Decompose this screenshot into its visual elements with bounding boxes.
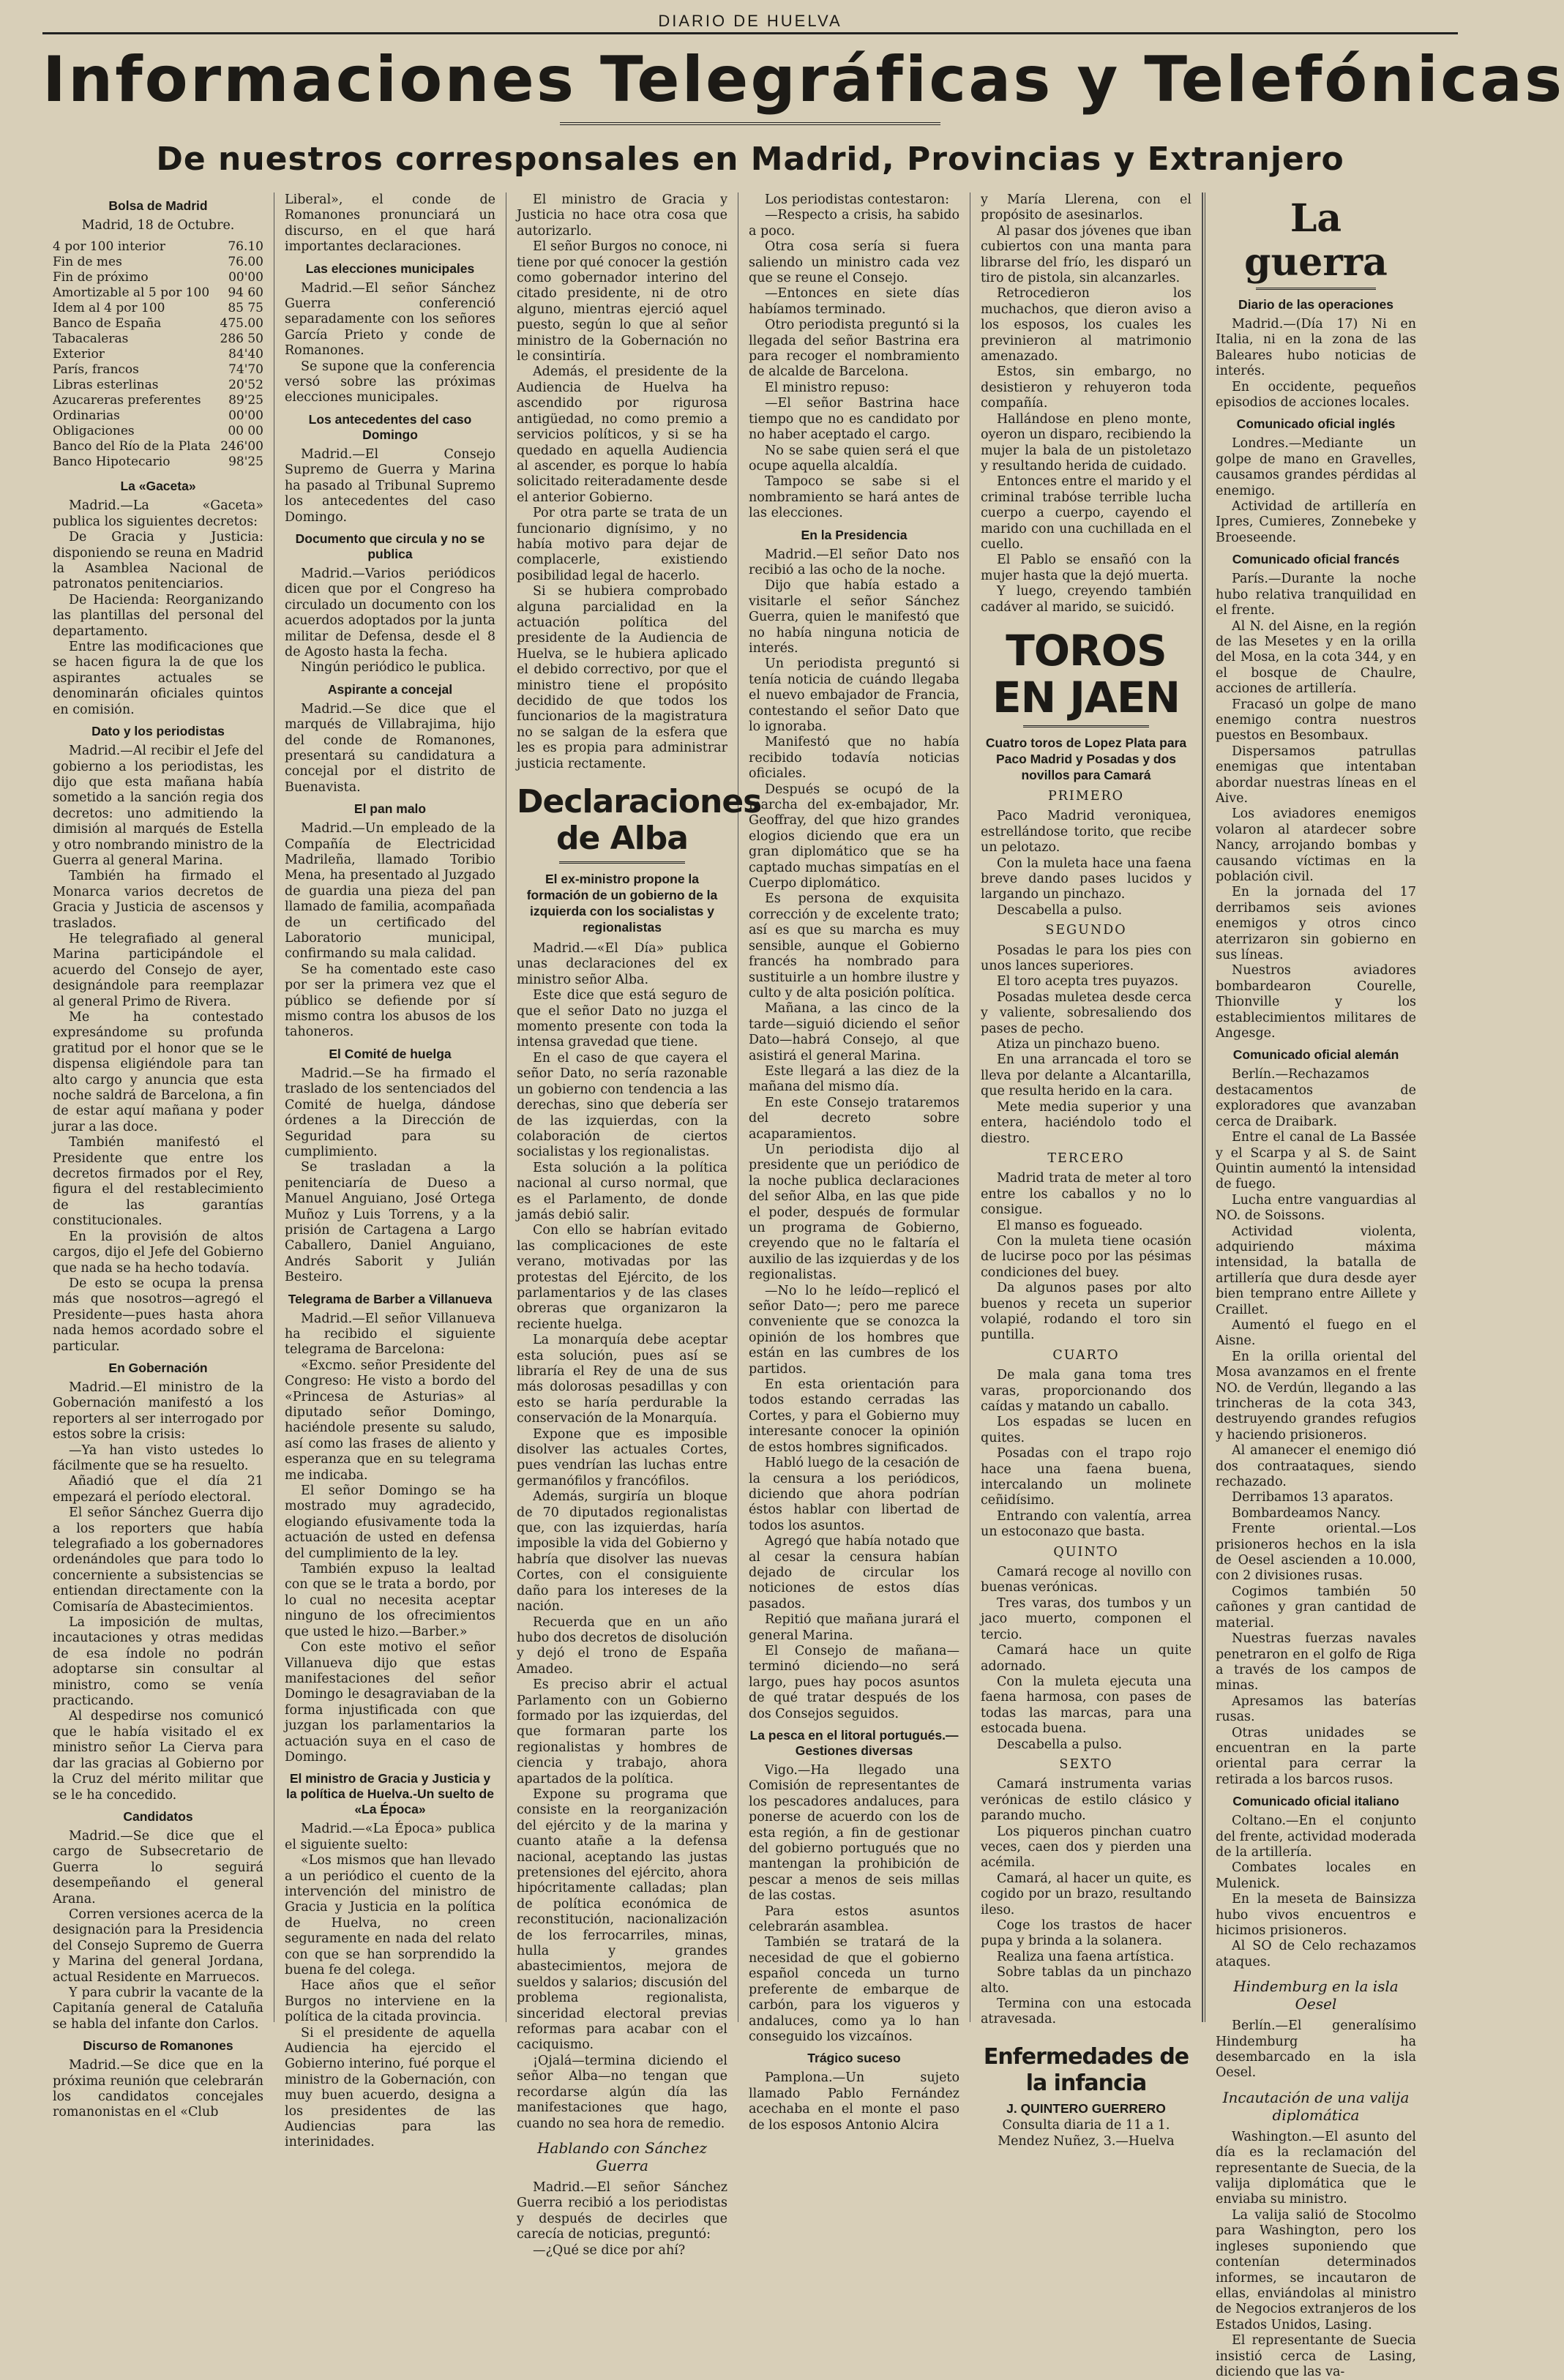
paragraph: Entre las modificaciones que se hacen figura la de que los aspirantes actuales se denominarán oficiales quintos en comisión.	[53, 640, 263, 717]
paragraph: El manso es fogueado.	[997, 1218, 1143, 1233]
market-row	[53, 285, 263, 301]
market-row	[53, 408, 263, 424]
paragraph: «Los mismos que han llevado a un periódico el cuento de la intervención del ministro de Gracia y Justicia en la política de Huelva, no creen seguramente en nada del relato con que se han sorprendido la buena fe del colega.	[285, 1853, 495, 1977]
paragraph: Entrando con valentía, arrea un estoconazo que basta.	[981, 1508, 1191, 1540]
paragraph: Madrid.—El señor Dato nos recibió a las ocho de la noche.	[749, 547, 959, 577]
section-title: Diario de las operaciones	[1238, 297, 1394, 312]
paragraph: —El señor Bastrina hace tiempo que no es candidato por no haber aceptado el cargo.	[749, 396, 959, 443]
article-headline: Declaraciones de Alba	[517, 783, 762, 858]
paragraph: Madrid trata de meter al toro entre los caballos y no lo consigue.	[981, 1171, 1191, 1218]
paragraph: Pamplona.—Un sujeto llamado Pablo Fernández acechaba en el monte el paso de los esposos Antonio Alcira	[749, 2070, 959, 2133]
column-4	[738, 192, 970, 2133]
paragraph: Y luego, creyendo también cadáver al marido, se suicidó.	[981, 584, 1191, 615]
paragraph: Madrid.—Se ha firmado el traslado de los sentenciados del Comité de huelga, dándose órdenes a la Dirección de Seguridad para su cumplimiento.	[285, 1066, 495, 1159]
market-security: Exterior	[53, 347, 105, 362]
advertisement-name: J. QUINTERO GUERRERO	[1006, 2100, 1166, 2116]
market-price: 00'00	[228, 408, 263, 424]
section-title: Las elecciones municipales	[305, 261, 475, 276]
paragraph: Mete media superior y una entera, haciéndolo todo el diestro.	[981, 1099, 1191, 1146]
market-price: 84'40	[228, 347, 263, 362]
paragraph: En este Consejo trataremos del decreto sobre acaparamientos.	[749, 1095, 959, 1142]
paragraph: Madrid.—Un empleado de la Compañía de Electricidad Madrileña, llamado Toribio Mena, ha presentado al Juzgado de guardia una pieza del pan llamado de familia, acompañada de un certificado del Laboratorio municipal, confirmando su mala calidad.	[285, 821, 495, 962]
paragraph: Si se hubiera comprobado alguna parcialidad en la actuación política del presidente de la Audiencia de Huelva, se le hubiera aplicado el debido correctivo, por que el ministro tiene el propósito decidido de que todos los funcionarios de la magistratura no se salgan de la esfera que les es propia para administrar justicia rectamente.	[517, 584, 727, 771]
paragraph: También manifestó el Presidente que entre los decretos firmados por el Rey, figura el del restablecimiento de las garantías constitucionales.	[53, 1135, 263, 1229]
article-deck: El ex-ministro propone la formación de un gobierno de la izquierda con los socialistas y regionalistas	[526, 872, 718, 935]
market-row	[53, 439, 263, 454]
section-label: SEGUNDO	[1045, 923, 1127, 938]
paragraph: Berlín.—El generalísimo Hindemburg ha desembarcado en la isla Oesel.	[1216, 2018, 1416, 2081]
market-row	[53, 270, 263, 285]
paragraph: Madrid.—El señor Villanueva ha recibido el siguiente telegrama de Barcelona:	[285, 1311, 495, 1358]
paragraph: Si el presidente de aquella Audiencia ha ejercido el Gobierno interino, fué porque el ministro de la Gobernación, con muy buen acuerdo, designa a los presidentes de las Audiencias para las interinidades.	[285, 2025, 495, 2150]
paragraph: Coge los trastos de hacer pupa y brinda a la solanera.	[981, 1918, 1191, 1949]
headline-rule	[1256, 288, 1376, 290]
section-title: Trágico suceso	[807, 2051, 901, 2066]
paragraph: Liberal», el conde de Romanones pronunciará un discurso, en el que hará importantes declaraciones.	[285, 192, 495, 255]
market-row	[53, 362, 263, 378]
paragraph: Los espadas se lucen en quites.	[981, 1415, 1191, 1445]
market-row	[53, 454, 263, 470]
paragraph: Madrid.—Al recibir el Jefe del gobierno a los periodistas, les dijo que esta mañana había sometido a la sanción regia dos decretos: uno admitiendo la dimisión al marqués de Estella y otro nombrando ministro de la Guerra al general Marina.	[53, 744, 263, 868]
section-title: Dato y los periodistas	[91, 724, 225, 739]
market-table	[53, 239, 263, 470]
paragraph: Combates locales en Mulenick.	[1216, 1860, 1416, 1891]
market-row	[53, 332, 263, 347]
market-price: 246'00	[220, 439, 263, 454]
paragraph: Tres varas, dos tumbos y un jaco muerto, componen el tercio.	[981, 1595, 1191, 1642]
paragraph: —Respecto a crisis, ha sabido a poco.	[749, 208, 959, 239]
paragraph: En la orilla oriental del Mosa avanzamos en el frente NO. de Verdún, llegando a las trincheras de la cota 343, destruyendo grandes refugios y haciendo prisioneros.	[1216, 1349, 1416, 1442]
market-security: Banco Hipotecario	[53, 454, 171, 470]
paragraph: Repitió que mañana jurará el general Marina.	[749, 1612, 959, 1643]
paragraph: Hallándose en pleno monte, oyeron un disparo, recibiendo la mujer la bala de un pistoletazo y resultando herida de cuidado.	[981, 411, 1191, 474]
paragraph: «Excmo. señor Presidente del Congreso: He visto a bordo del «Princesa de Asturias» al diputado señor Domingo, haciéndole presente su saludo, así como las frases de aliento y esperanza que en su telegrama me indicaba.	[285, 1358, 495, 1483]
market-security: Idem al 4 por 100	[53, 301, 165, 316]
paragraph: Otro periodista preguntó si la llegada del señor Bastrina era para recoger el nombramiento de alcalde de Barcelona.	[749, 318, 959, 380]
section-title: Comunicado oficial inglés	[1236, 416, 1396, 432]
column-2	[274, 192, 506, 2150]
article-headline: La guerra	[1244, 196, 1388, 285]
paragraph: Madrid.—Se dice que el marqués de Villabrajima, hijo del conde de Romanones, presentará su candidatura a concejal por el distrito de Buenavista.	[285, 701, 495, 795]
paragraph: Madrid.—(Día 17) Ni en Italia, ni en la zona de las Baleares hubo noticias de interés.	[1216, 317, 1416, 379]
sub-banner: De nuestros corresponsales en Madrid, Provincias y Extranjero	[156, 141, 1344, 178]
paragraph: Corren versiones acerca de la designación para la Presidencia del Consejo Supremo de Guerra y Marina del general Jordana, actual Residente en Marruecos.	[53, 1906, 263, 1985]
paragraph: Con la muleta tiene ocasión de lucirse poco por las pésimas condiciones del buey.	[981, 1233, 1191, 1280]
paragraph: En la jornada del 17 derribamos seis aviones enemigos y otros cinco aterrizaron sin gobierno en sus líneas.	[1216, 885, 1416, 963]
paragraph: La imposición de multas, incautaciones y otras medidas de esa índole no podrán adoptarse sin consultar al ministro, como se venía practicando.	[53, 1615, 263, 1709]
paragraph: Madrid.—El señor Sánchez Guerra recibió a los periodistas y después de decirles que carecía de noticias, preguntó:	[517, 2179, 727, 2242]
article-deck: Cuatro toros de Lopez Plata para Paco Madrid y Posadas y dos novillos para Camará	[985, 735, 1187, 782]
paragraph: Madrid.—El señor Sánchez Guerra conferenció separadamente con los señores García Prieto y conde de Romanones.	[285, 280, 495, 359]
paragraph: Habló luego de la cesación de la censura a los periódicos, diciendo que ahora podrían éstos hablar con libertad de todos los asuntos.	[749, 1456, 959, 1533]
paragraph: El ministro de Gracia y Justicia no hace otra cosa que autorizarlo.	[517, 192, 727, 239]
paragraph: Posadas muletea desde cerca y valiente, sobresaliendo dos pases de pecho.	[981, 989, 1191, 1036]
section-title: Bolsa de Madrid	[108, 198, 208, 213]
paragraph: Otras unidades se encuentran en la parte oriental para cerrar la retirada a los barcos rusos.	[1216, 1725, 1416, 1787]
paragraph: —Ya han visto ustedes lo fácilmente que se ha resuelto.	[53, 1442, 263, 1473]
market-price: 20'52	[228, 378, 263, 393]
market-security: Fin de próximo	[53, 270, 149, 285]
banner-ornament	[560, 122, 940, 130]
section-label: TERCERO	[1047, 1150, 1125, 1166]
paragraph: De Gracia y Justicia: disponiendo se reuna en Madrid la Asamblea Nacional de patronatos penitenciarios.	[53, 530, 263, 592]
market-price: 85 75	[228, 301, 263, 316]
paragraph: Los piqueros pinchan cuatro veces, caen dos y pierden una acémila.	[981, 1824, 1191, 1871]
main-banner: Informaciones Telegráficas y Telefónicas	[42, 43, 1564, 116]
columns	[42, 192, 1458, 2379]
paragraph: También se tratará de la necesidad de que el gobierno español conceda un turno preferente de embarque de carbón, para los vigueros y andaluces, como ya lo han conseguido los vizcaínos.	[749, 1935, 959, 2044]
market-security: Tabacaleras	[53, 332, 129, 347]
paragraph: —No lo he leído—replicó el señor Dato—; pero me parece conveniente que se conozca la opinión de los hombres que están en las cumbres de los partidos.	[749, 1283, 959, 1377]
paragraph: En la meseta de Bainsizza hubo vivos encuentros e hicimos prisioneros.	[1216, 1892, 1416, 1938]
market-price: 98'25	[228, 454, 263, 470]
paragraph: Agregó que había notado que al cesar la censura habían dejado de circular los noticiones de estos días pasados.	[749, 1534, 959, 1612]
paragraph: Apresamos las baterías rusas.	[1216, 1694, 1416, 1725]
paragraph: Tampoco se sabe si el nombramiento se hará antes de las elecciones.	[749, 474, 959, 521]
article-headline: TOROS EN JAEN	[992, 625, 1180, 722]
paragraph: El señor Domingo se ha mostrado muy agradecido, elogiando efusivamente toda la actuación de usted en defensa del cumplimiento de la ley.	[285, 1483, 495, 1561]
paragraph: Entonces entre el marido y el criminal trabóse terrible lucha cuerpo a cuerpo, cayendo el marido con una cuchillada en el cuello.	[981, 474, 1191, 552]
paragraph: Entre el canal de La Bassée y el Scarpa y al S. de Saint Quintin aumentó la intensidad de fuego.	[1216, 1130, 1416, 1192]
section-title: El pan malo	[353, 801, 427, 817]
paragraph: Camará recoge al novillo con buenas verónicas.	[981, 1565, 1191, 1595]
column-5	[970, 192, 1202, 2149]
market-price: 00 00	[228, 424, 263, 439]
paragraph: En la provisión de altos cargos, dijo el Jefe del Gobierno que nada se ha hecho todavía.	[53, 1229, 263, 1276]
paragraph: Dispersamos patrullas enemigas que intentaban abordar nuestras líneas en el Aive.	[1216, 744, 1416, 806]
market-row	[53, 347, 263, 362]
paragraph: El Pablo se ensañó con la mujer hasta que la dejó muerta.	[981, 553, 1191, 583]
market-security: Obligaciones	[53, 424, 135, 439]
paragraph: Dijo que había estado a visitarle el señor Sánchez Guerra, quien le manifestó que no había ninguna noticia de interés.	[749, 578, 959, 656]
paragraph: Es persona de exquisita corrección y de excelente trato; así es que su marcha es muy sensible, aunque el Gobierno francés ha nombrado para sustituirle a un hombre ilustre y culto y de alta posición política.	[749, 891, 959, 1000]
paragraph: Estos, sin embargo, no desistieron y rehuyeron toda compañía.	[981, 364, 1191, 411]
paragraph: Madrid.—La «Gaceta» publica los siguientes decretos:	[53, 498, 263, 529]
market-security: Libras esterlinas	[53, 378, 159, 393]
paragraph: En occidente, pequeños episodios de acciones locales.	[1216, 379, 1416, 411]
market-row	[53, 301, 263, 316]
paragraph: Se trasladan a la penitenciaría de Dueso a Manuel Anguiano, José Ortega Muñoz y Luis Torrens, y a la prisión de Cartagena a Largo Caballero, Daniel Anguiano, Andrés Saborit y Julián Besteiro.	[285, 1160, 495, 1285]
paragraph: Washington.—El asunto del día es la reclamación del representante de Suecia, de la valija diplomática que le enviaba su ministro.	[1216, 2129, 1416, 2207]
paragraph: Termina con una estocada atravesada.	[981, 1997, 1191, 2027]
paragraph: y María Llerena, con el propósito de asesinarlos.	[981, 192, 1191, 223]
market-price: 94 60	[228, 285, 263, 301]
paragraph: Madrid.—Se dice que en la próxima reunión que celebrarán los candidatos concejales romanonistas en el «Club	[53, 2058, 263, 2120]
paragraph: Al N. del Aisne, en la región de las Mesetes y en la orilla del Mosa, en la cota 344, y en el bosque de Chaulre, acciones de artillería.	[1216, 618, 1416, 697]
paragraph: El representante de Suecia insistió cerca de Lasing, diciendo que las va-	[1216, 2333, 1416, 2379]
market-row	[53, 239, 263, 255]
section-title: La pesca en el litoral portugués.—Gestiones diversas	[749, 1728, 959, 1758]
paragraph: Berlín.—Rechazamos destacamentos de exploradores que avanzaban cerca de Draibark.	[1216, 1067, 1416, 1129]
market-row	[53, 424, 263, 439]
market-security: Banco de España	[53, 316, 162, 332]
market-price: 76.00	[228, 255, 263, 270]
section-title: Candidatos	[123, 1808, 193, 1824]
section-title: La «Gaceta»	[120, 479, 196, 494]
paragraph: Frente oriental.—Los prisioneros hechos en la isla de Oesel ascienden a 10.000, con 2 divisiones rusas.	[1216, 1522, 1416, 1584]
paragraph: El señor Burgos no conoce, ni tiene por qué conocer la gestión como gobernador interino del citado presidente, ni de otro alguno, mientras ejerció aquel puesto, según lo que al señor ministro de la Gobernación no le consintiría.	[517, 239, 727, 364]
paragraph: Mañana, a las cinco de la tarde—siguió diciendo el señor Dato—habrá Consejo, al que asistirá el general Marina.	[749, 1001, 959, 1063]
top-rule	[42, 32, 1458, 34]
paragraph: Este llegará a las diez de la mañana del mismo día.	[749, 1063, 959, 1095]
paragraph: Otra cosa sería si fuera saliendo un ministro cada vez que se reune el Consejo.	[749, 239, 959, 286]
paragraph: Para estos asuntos celebrarán asamblea.	[749, 1904, 959, 1935]
section-title: Comunicado oficial alemán	[1232, 1047, 1399, 1063]
article-headline: Hablando con Sánchez Guerra	[536, 2138, 707, 2174]
paragraph: Nuestras fuerzas navales penetraron en el golfo de Riga a través de los campos de minas.	[1216, 1631, 1416, 1694]
paragraph: También expuso la lealtad con que se le trata a bordo, por lo cual no necesita aceptar ninguno de los ofrecimientos que usted le hizo.—Barber.»	[285, 1562, 495, 1639]
market-price: 00'00	[228, 270, 263, 285]
section-title: Discurso de Romanones	[83, 2038, 233, 2054]
market-price: 286 50	[220, 332, 263, 347]
market-price: 74'70	[228, 362, 263, 378]
dateline: Madrid, 18 de Octubre.	[81, 218, 235, 233]
section-title: Comunicado oficial italiano	[1232, 1794, 1399, 1809]
paragraph: París.—Durante la noche hubo relativa tranquilidad en el frente.	[1216, 572, 1416, 618]
market-security: Fin de mes	[53, 255, 122, 270]
paragraph: Se ha comentado este caso por ser la primera vez que el público se defiende por sí mismo contra los abusos de los tahoneros.	[285, 962, 495, 1040]
paragraph: Fracasó un golpe de mano enemigo contra nuestros puestos en Besombaux.	[1216, 697, 1416, 744]
advertisement-hours: Consulta diaria de 11 a 1.	[1002, 2118, 1170, 2133]
section-title: En Gobernación	[108, 1360, 208, 1375]
paragraph: Este dice que está seguro de que el señor Dato no juzga el momento presente con toda la intensa gravedad que tiene.	[517, 988, 727, 1050]
paragraph: Me ha contestado expresándome su profunda gratitud por el honor que se le dispensa eligiéndole para tan alto cargo y anuncia que esta noche saldrá de Barcelona, a fin de estar aquí mañana y poder jurar a las doce.	[53, 1010, 263, 1134]
paragraph: Descabella a pulso.	[997, 902, 1123, 918]
section-title: El ministro de Gracia y Justicia y la política de Huelva.-Un suelto de «La Época»	[286, 1771, 494, 1817]
paragraph: Madrid.—El Consejo Supremo de Guerra y Marina ha pasado al Tribunal Supremo los antecedentes del caso Domingo.	[285, 446, 495, 525]
paragraph: Camará instrumenta varias verónicas de estilo clásico y parando mucho.	[981, 1777, 1191, 1824]
headline-rule	[1023, 725, 1150, 727]
paragraph: De esto se ocupa la prensa más que nosotros—agregó el Presidente—pues hasta ahora nada hemos acordado sobre el particular.	[53, 1276, 263, 1354]
paragraph: Con este motivo el señor Villanueva dijo que estas manifestaciones del señor Domingo le desagraviaban de la forma injustificada con que juzgan los parlamentarios la actuación suya en el caso de Domingo.	[285, 1640, 495, 1765]
market-security: Amortizable al 5 por 100	[53, 285, 210, 301]
article-headline: Hindemburg en la isla Oesel	[1233, 1977, 1399, 2013]
paragraph: Actividad violenta, adquiriendo máxima intensidad, la batalla de artillería que dura desde ayer bien temprano entre Aillete y Craillet.	[1216, 1224, 1416, 1317]
paragraph: Realiza una faena artística.	[997, 1949, 1175, 1964]
paragraph: Ningún periódico le publica.	[301, 660, 486, 676]
article-headline: Incautación de una valija diplomática	[1222, 2088, 1410, 2124]
paragraph: Se supone que la conferencia versó sobre las próximas elecciones municipales.	[285, 359, 495, 405]
paragraph: El señor Sánchez Guerra dijo a los reporters que había telegrafiado a los gobernadores ordenándoles que para todo lo concerniente a subsistencias se entiendan directamente con la Comisaría de Abastecimientos.	[53, 1505, 263, 1614]
section-title: En la Presidencia	[801, 527, 908, 542]
paragraph: La monarquía debe aceptar esta solución, pues así se libraría el Rey de una de sus más dolorosas pesadillas y con esto se haría perdurable la conservación de la Monarquía.	[517, 1333, 727, 1426]
paragraph: Derribamos 13 aparatos.	[1232, 1490, 1393, 1505]
paragraph: Los periodistas contestaron:	[765, 192, 950, 207]
section-label: QUINTO	[1053, 1544, 1119, 1560]
paragraph: Los aviadores enemigos volaron al atardecer sobre Nancy, arrojando bombas y causando víctimas en la población civil.	[1216, 807, 1416, 884]
paragraph: Madrid.—«El Día» publica unas declaraciones del ex ministro señor Alba.	[517, 941, 727, 987]
paragraph: Además, el presidente de la Audiencia de Huelva ha ascendido por rigurosa antigüedad, no como premio a servicios políticos, y si se ha quedado en aquella Audiencia al ascender, es porque lo había solicitado reiteradamente desde el anterior Gobierno.	[517, 364, 727, 505]
section-title: Comunicado oficial francés	[1232, 552, 1400, 567]
paragraph: Después se ocupó de la marcha del ex-embajador, Mr. Geoffray, del que hizo grandes elogios diciendo que era un gran diplomático que se ha captado muchas simpatías en el Cuerpo diplomático.	[749, 782, 959, 891]
paragraph: El toro acepta tres puyazos.	[997, 974, 1179, 989]
paragraph: Esta solución a la política nacional al curso normal, que es el Parlamento, de donde jamás debió salir.	[517, 1160, 727, 1222]
market-row	[53, 316, 263, 332]
paragraph: Con la muleta hace una faena breve dando pases lucidos y largando un pinchazo.	[981, 856, 1191, 902]
advertisement-address: Mendez Nuñez, 3.—Huelva	[998, 2133, 1175, 2149]
section-label: PRIMERO	[1047, 788, 1125, 804]
paragraph: Expone que es imposible disolver las actuales Cortes, pues vendrían las luchas entre germanófilos y francófilos.	[517, 1426, 727, 1489]
paragraph: Londres.—Mediante un golpe de mano en Gravelles, causamos grandes pérdidas al enemigo.	[1216, 436, 1416, 498]
paragraph: Al SO de Celo rechazamos ataques.	[1216, 1939, 1416, 1969]
paragraph: —¿Qué se dice por ahí?	[533, 2242, 686, 2258]
paragraph: Posadas le para los pies con unos lances superiores.	[981, 943, 1191, 974]
market-row	[53, 393, 263, 408]
section-title: Aspirante a concejal	[327, 681, 453, 697]
column-3	[506, 192, 762, 2258]
paragraph: Con la muleta ejecuta una faena harmosa, con pases de todas las marcas, para una estocada buena.	[981, 1674, 1191, 1737]
paragraph: Al pasar dos jóvenes que iban cubiertos con una manta para librarse del frío, les disparó un tiro de pistola, sin alcanzarles.	[981, 223, 1191, 286]
paragraph: Además, surgiría un bloque de 70 diputados regionalistas que, con las izquierdas, haría imposible la vida del Gobierno y habría que disolver las nuevas Cortes, con el consiguiente daño para los intereses de la nación.	[517, 1489, 727, 1614]
paragraph: Descabella a pulso.	[997, 1737, 1123, 1752]
paragraph: Actividad de artillería en Ipres, Cumieres, Zonnebeke y Broeseende.	[1216, 499, 1416, 545]
market-row	[53, 378, 263, 393]
paragraph: Bombardeamos Nancy.	[1232, 1505, 1381, 1521]
paragraph: Con ello se habrían evitado las complicaciones de este verano, motivadas por las protestas del Ejército, de los parlamentarios y de las clases obreras que organizaron la reciente huelga.	[517, 1223, 727, 1332]
paragraph: Nuestros aviadores bombardearon Courelle, Thionville y los establecimientos militares de Angesge.	[1216, 963, 1416, 1041]
column-1	[42, 192, 274, 2120]
paragraph: Paco Madrid veroniquea, estrellándose torito, que recibe un pelotazo.	[981, 809, 1191, 856]
paragraph: En una arrancada el toro se lleva por delante a Alcantarilla, que resulta herido en la cara.	[981, 1052, 1191, 1099]
paragraph: Lucha entre vanguardias al NO. de Soissons.	[1216, 1192, 1416, 1224]
paragraph: Madrid.—Varios periódicos dicen que por el Congreso ha circulado un documento con los acuerdos adoptados por la junta militar de Defensa, desde el 8 de Agosto hasta la fecha.	[285, 566, 495, 659]
paragraph: —Entonces en siete días habíamos terminado.	[749, 286, 959, 317]
section-title: Telegrama de Barber a Villanueva	[288, 1291, 493, 1306]
paragraph: No se sabe quien será el que ocupe aquella alcaldía.	[749, 443, 959, 474]
market-security: 4 por 100 interior	[53, 239, 165, 255]
paragraph: Madrid.—El ministro de la Gobernación manifestó a los reporters al ser interrogado por estos sobre la crisis:	[53, 1380, 263, 1442]
market-price: 475.00	[220, 316, 263, 332]
section-label: CUARTO	[1052, 1347, 1120, 1363]
paragraph: En el caso de que cayera el señor Dato, no sería razonable un gobierno con tendencia a las derechas, sino que debería ser de las izquierdas, con la colaboración de ciertos socialistas y los regionalistas.	[517, 1050, 727, 1160]
paragraph: En esta orientación para todos estando cerradas las Cortes, y para el Gobierno muy interesante conocer la opinión de estos hombres significados.	[749, 1377, 959, 1455]
paragraph: Coltano.—En el conjunto del frente, actividad moderada de la artillería.	[1216, 1814, 1416, 1860]
market-security: Ordinarias	[53, 408, 120, 424]
paragraph: La valija salió de Stocolmo para Washington, pero los ingleses suponiendo que contenían determinados informes, se incautaron de ellas, enviándolas al ministro de Negocios extranjeros de los Estados Unidos, Lasing.	[1216, 2207, 1416, 2332]
paragraph: Camará hace un quite adornado.	[981, 1643, 1191, 1674]
paragraph: He telegrafiado al general Marina participándole el acuerdo del Consejo de ayer, designándole para reemplazar al general Primo de Rivera.	[53, 931, 263, 1009]
paragraph: Atiza un pinchazo bueno.	[997, 1037, 1161, 1052]
paragraph: Al amanecer el enemigo dió dos contraataques, siendo rechazado.	[1216, 1443, 1416, 1490]
running-head: DIARIO DE HUELVA	[658, 12, 842, 30]
market-security: Azucareras preferentes	[53, 393, 201, 408]
paragraph: Sobre tablas da un pinchazo alto.	[981, 1965, 1191, 1996]
paragraph: Al despedirse nos comunicó que le había visitado el ex ministro señor La Cierva para dar las gracias al Gobierno por la Cruz del mérito militar que se le ha concedido.	[53, 1709, 263, 1803]
paragraph: Cogimos también 50 cañones y gran cantidad de material.	[1216, 1584, 1416, 1631]
paragraph: Posadas con el trapo rojo hace una faena buena, intercalando un molinete ceñidísimo.	[981, 1446, 1191, 1508]
column-6	[1202, 192, 1426, 2379]
paragraph: El Consejo de mañana—terminó diciendo—no será largo, pues hay pocos asuntos de qué tratar después de los dos Consejos seguidos.	[749, 1643, 959, 1721]
paragraph: Da algunos pases por alto buenos y receta un superior volapié, rodando el toro sin puntilla.	[981, 1281, 1191, 1343]
paragraph: Recuerda que en un año hubo dos decretos de disolución y dejó el trono de España Amadeo.	[517, 1614, 727, 1677]
paragraph: Un periodista preguntó si tenía noticia de cuándo llegaba el nuevo embajador de Francia, contestando el señor Dato que lo ignoraba.	[749, 656, 959, 734]
paragraph: Madrid.—Se dice que el cargo de Subsecretario de Guerra lo seguirá desempeñando el general Arana.	[53, 1828, 263, 1906]
paragraph: Añadió que el día 21 empezará el período electoral.	[53, 1474, 263, 1505]
paragraph: Retrocedieron los muchachos, que dieron aviso a los esposos, los cuales les previnieron al matrimonio amenazado.	[981, 286, 1191, 364]
market-row	[53, 255, 263, 270]
paragraph: También ha firmado el Monarca varios decretos de Gracia y Justicia de ascensos y traslados.	[53, 869, 263, 931]
paragraph: De mala gana toma tres varas, proporcionando dos caídas y matando un caballo.	[981, 1368, 1191, 1414]
paragraph: Por otra parte se trata de un funcionario dignísimo, y no había motivo para dejar de complacerle, existiendo posibilidad legal de hacerlo.	[517, 506, 727, 583]
section-title: Documento que circula y no se publica	[295, 531, 485, 561]
market-price: 76.10	[228, 239, 263, 255]
market-security: París, francos	[53, 362, 139, 378]
paragraph: ¡Ojalá—termina diciendo el señor Alba—no tengan que recordarse algún día las manifestaciones que hago, cuando no sea hora de remedio.	[517, 2053, 727, 2131]
paragraph: Hace años que el señor Burgos no interviene en la política de la citada provincia.	[285, 1978, 495, 2025]
section-label: SEXTO	[1059, 1756, 1113, 1772]
market-price: 89'25	[228, 393, 263, 408]
paragraph: Camará, al hacer un quite, es cogido por un brazo, resultando ileso.	[981, 1871, 1191, 1917]
paragraph: Un periodista dijo al presidente que un periódico de la noche publica declaraciones del señor Alba, en las que pide el poder, después de formular un programa de Gobierno, creyendo que no le faltaría el auxilio de las izquierdas y de los regionalistas.	[749, 1142, 959, 1283]
paragraph: El ministro repuso:	[765, 380, 890, 395]
paragraph: De Hacienda: Reorganizando las plantillas del personal del departamento.	[53, 592, 263, 639]
section-title: El Comité de huelga	[329, 1046, 452, 1061]
paragraph: Aumentó el fuego en el Aisne.	[1216, 1317, 1416, 1349]
advertisement-headline: Enfermedades de la infancia	[983, 2043, 1189, 2096]
paragraph: Y para cubrir la vacante de la Capitanía general de Cataluña se habla del infante don Carlos.	[53, 1985, 263, 2032]
paragraph: Expone su programa que consiste en la reorganización del ejército y de la marina y cuanto atañe a la defensa nacional, aceptando las justas pretensiones del ejército, ahora hipócritamente calladas; plan de política económica de reconstitución, nacionalización de los ferrocarriles, minas, hulla y grandes abastecimientos, mejora de sueldos y salarios; discusión del problema regionalista, sinceridad electoral previas reformas para acabar con el caciquismo.	[517, 1786, 727, 2053]
paragraph: Es preciso abrir el actual Parlamento con un Gobierno formado por las izquierdas, del que formaran parte los regionalistas y hombres de ciencia y trabajo, ahora apartados de la política.	[517, 1677, 727, 1786]
headline-rule	[559, 861, 686, 864]
paragraph: Madrid.—«La Época» publica el siguiente suelto:	[285, 1822, 495, 1852]
section-title: Los antecedentes del caso Domingo	[308, 411, 472, 442]
paragraph: Manifestó que no había recibido todavía noticias oficiales.	[749, 735, 959, 782]
market-security: Banco del Río de la Plata	[53, 439, 211, 454]
paragraph: Vigo.—Ha llegado una Comisión de representantes de los pescadores andaluces, para ponerse de acuerdo con los de esta región, a fin de gestionar del gobierno portugués que no mantengan la prohibición de pescar a menos de seis millas de las costas.	[749, 1763, 959, 1904]
